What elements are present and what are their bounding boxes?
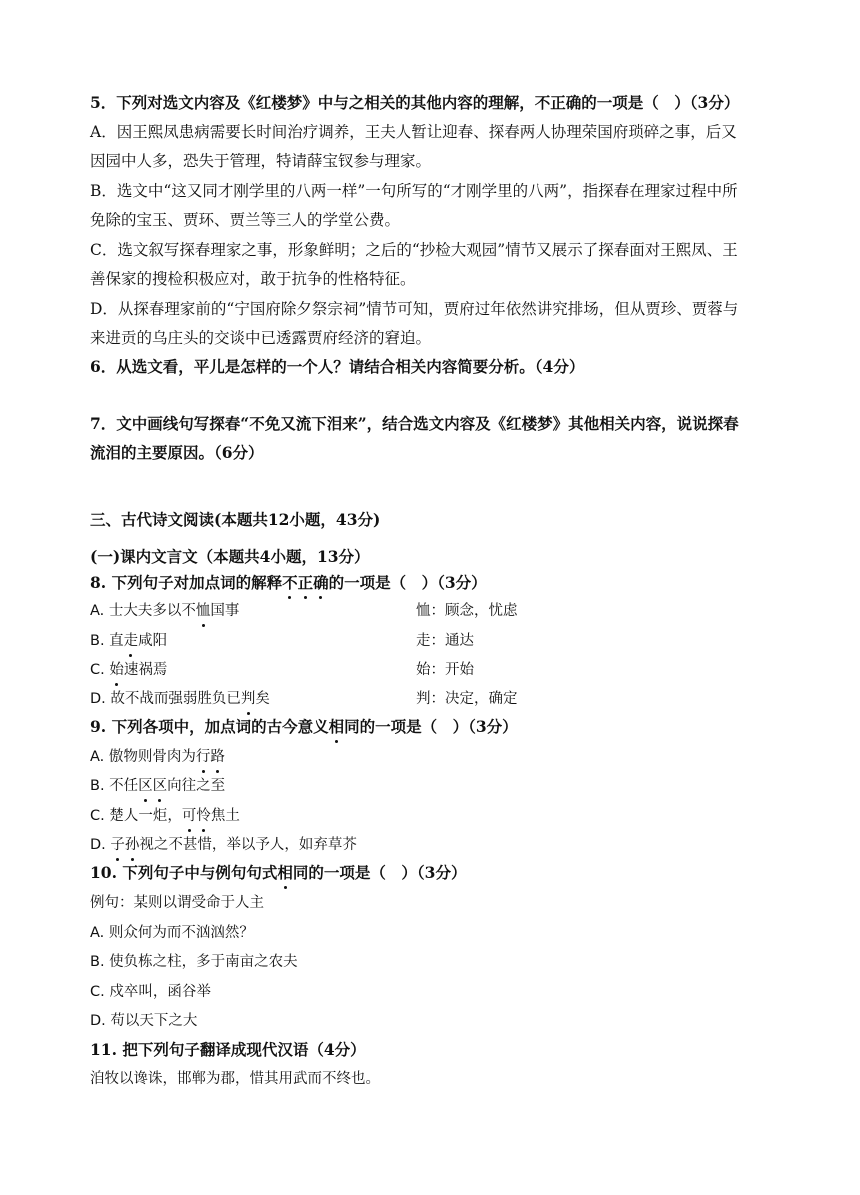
emphasis-dot-char: 走 — [124, 630, 139, 652]
q8-option-c-explanation: 始：开始 — [416, 662, 474, 678]
emphasis-dot-char: 行 — [196, 746, 211, 768]
q5-option-b-line1: B．选文中“这又同才刚学里的八两一样”一句所写的“才刚学里的八两”，指探春在理家过程中所 — [90, 182, 738, 200]
emphasis-dot-char: 确 — [313, 573, 329, 592]
q7-stem-line1: 7．文中画线句写探春“不免又流下泪来”，结合选文内容及《红楼梦》其他相关内容，说说探春 — [90, 414, 739, 433]
emphasis-dot-char: 相 — [277, 863, 293, 882]
q10-option-c: C. 戍卒叫，函谷举 — [90, 984, 211, 1000]
emphasis-dot-char: 不 — [282, 573, 298, 592]
q5-option-a-line1: A．因王熙凤患病需要长时间治疗调养，王夫人暂让迎春、探春两人协理荣国府琐碎之事，后又 — [90, 123, 737, 141]
q8-option-b-explanation: 走：通达 — [416, 633, 474, 649]
emphasis-dot-char: 子 — [110, 834, 125, 856]
emphasis-dot-char: 路 — [210, 746, 225, 768]
q5-option-b-line2: 免除的宝玉、贾环、贾兰等三人的学堂公费。 — [90, 211, 401, 229]
emphasis-dot-char: 判 — [241, 688, 256, 710]
q5-option-c-line2: 善保家的搜检积极应对，敢于抗争的性格特征。 — [90, 270, 416, 288]
q5-option-c-line1: C．选文叙写探春理家之事，形象鲜明；之后的“抄检大观园”情节又展示了探春面对王熙凤、王 — [90, 241, 738, 259]
emphasis-dot-char: 区 — [153, 775, 168, 797]
q5-stem: 5．下列对选文内容及《红楼梦》中与之相关的其他内容的理解，不正确的一项是（ ）（3分） — [90, 93, 740, 112]
q9-option-a: A. 傲物则骨肉为行路 — [90, 746, 225, 768]
q9-option-c: C. 楚人一炬，可怜焦土 — [90, 805, 240, 827]
emphasis-dot-char: 正 — [297, 573, 314, 592]
q8-stem: 8. 下列句子对加点词的解释不正确的一项是（ ）（3分） — [90, 573, 487, 592]
q8-option-a: A. 士大夫多以不恤国事 恤：顾念，忧虑 — [90, 600, 239, 622]
q8-option-a-explanation: 恤：顾念，忧虑 — [416, 603, 518, 619]
q10-example: 例句：某则以谓受命于人主 — [90, 895, 264, 911]
emphasis-dot-char: 怜 — [196, 805, 211, 827]
q10-option-d: D. 苟以天下之大 — [90, 1013, 198, 1029]
emphasis-dot-char: 孙 — [125, 834, 140, 856]
q8-option-c: C. 始速祸焉 始：开始 — [90, 659, 167, 681]
emphasis-dot-char: 区 — [138, 775, 153, 797]
subsection-heading: (一)课内文言文（本题共4小题，13分） — [90, 547, 370, 566]
emphasis-dot-char: 恤 — [196, 600, 211, 622]
q10-option-a: A. 则众何为而不汹汹然？ — [90, 925, 254, 941]
q5-option-d-line1: D．从探春理家前的“宁国府除夕祭宗祠”情节可知，贾府过年依然讲究排场，但从贾珍、贾蓉与 — [90, 300, 739, 318]
q11-stem: 11. 把下列句子翻译成现代汉语（4分） — [90, 1040, 366, 1059]
q10-stem: 10. 下列句子中与例句句式相同的一项是（ ）（3分） — [90, 863, 467, 882]
q10-option-b: B. 使负栋之柱，多于南亩之农夫 — [90, 954, 298, 970]
q9-option-d: D. 子孙视之不甚惜，举以予人，如弃草芥 — [90, 834, 357, 856]
q5-option-a-line2: 因园中人多，恐失于管理，特请薛宝钗参与理家。 — [90, 152, 432, 170]
q8-option-d-explanation: 判：决定，确定 — [416, 691, 518, 707]
q8-option-d: D. 故不战而强弱胜负已判矣 判：决定，确定 — [90, 688, 270, 710]
q11-sentence: 洎牧以谗诛，邯郸为郡，惜其用武而不终也。 — [90, 1071, 380, 1087]
q8-option-b: B. 直走咸阳 走：通达 — [90, 630, 167, 652]
q5-option-d-line2: 来进贡的乌庄头的交谈中已透露贾府经济的窘迫。 — [90, 329, 432, 347]
emphasis-dot-char: 可 — [182, 805, 197, 827]
q6-stem: 6．从选文看，平儿是怎样的一个人？请结合相关内容简要分析。（4分） — [90, 357, 585, 376]
q9-option-b: B. 不任区区向往之至 — [90, 775, 225, 797]
q9-stem: 9. 下列各项中，加点词的古今意义相同的一项是（ ）（3分） — [90, 717, 518, 736]
emphasis-dot-char: 始 — [109, 659, 124, 681]
q7-stem-line2: 流泪的主要原因。（6分） — [90, 443, 264, 462]
emphasis-dot-char: 相 — [328, 717, 345, 736]
section-heading: 三、古代诗文阅读(本题共12小题，43分) — [90, 510, 381, 529]
